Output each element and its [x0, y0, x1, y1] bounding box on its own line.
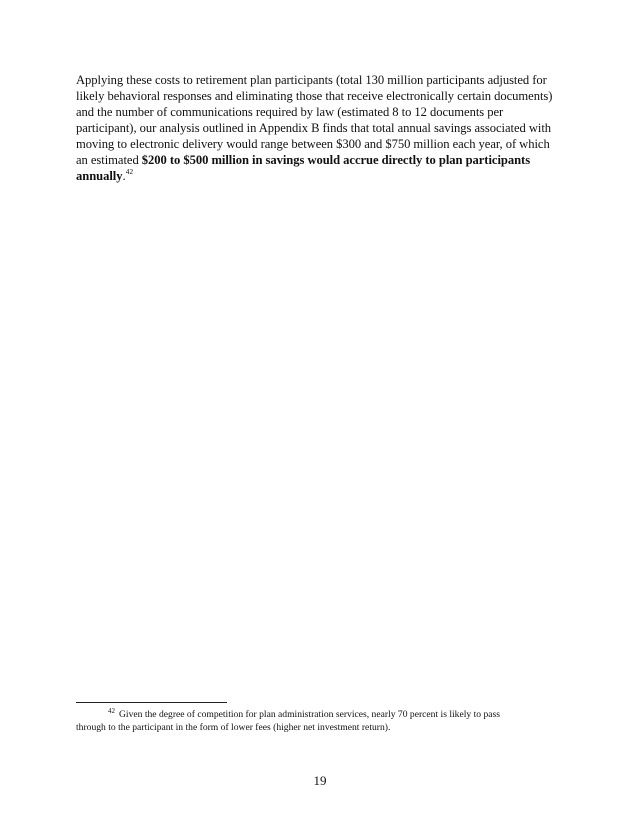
emphasized-savings-text: $200 to $500 million in savings would accrue directly to plan participants	[141, 153, 531, 167]
body-paragraph	[76, 72, 566, 184]
paragraph-line: likely behavioral responses and eliminating those that receive electronically certain documents)	[76, 89, 553, 103]
page-number: 19	[313, 773, 327, 788]
paragraph-line: Applying these costs to retirement plan participants (total 130 million participants adjusted for	[76, 73, 547, 87]
footnote-line	[76, 708, 566, 721]
paragraph-period: .	[122, 169, 126, 183]
footnote-text: Given the degree of competition for plan administration services, nearly 70 percent is likely to pass	[119, 709, 500, 720]
paragraph-text: an estimated	[76, 153, 142, 167]
paragraph-line	[76, 168, 566, 184]
paragraph-line: moving to electronic delivery would range between $300 and $750 million each year, of which	[76, 137, 550, 151]
footnote	[76, 708, 566, 734]
paragraph-line: and the number of communications required by law (estimated 8 to 12 documents per	[76, 105, 504, 119]
footnote-reference: 42	[125, 167, 134, 176]
emphasized-annually-text: annually	[76, 169, 123, 183]
paragraph-line: participant), our analysis outlined in Appendix B finds that total annual savings associated with	[76, 121, 552, 135]
paragraph-line	[76, 152, 566, 168]
footnote-separator	[76, 702, 227, 703]
footnote-number: 42	[108, 707, 115, 715]
footnote-line: through to the participant in the form of lower fees (higher net investment return).	[76, 722, 391, 733]
